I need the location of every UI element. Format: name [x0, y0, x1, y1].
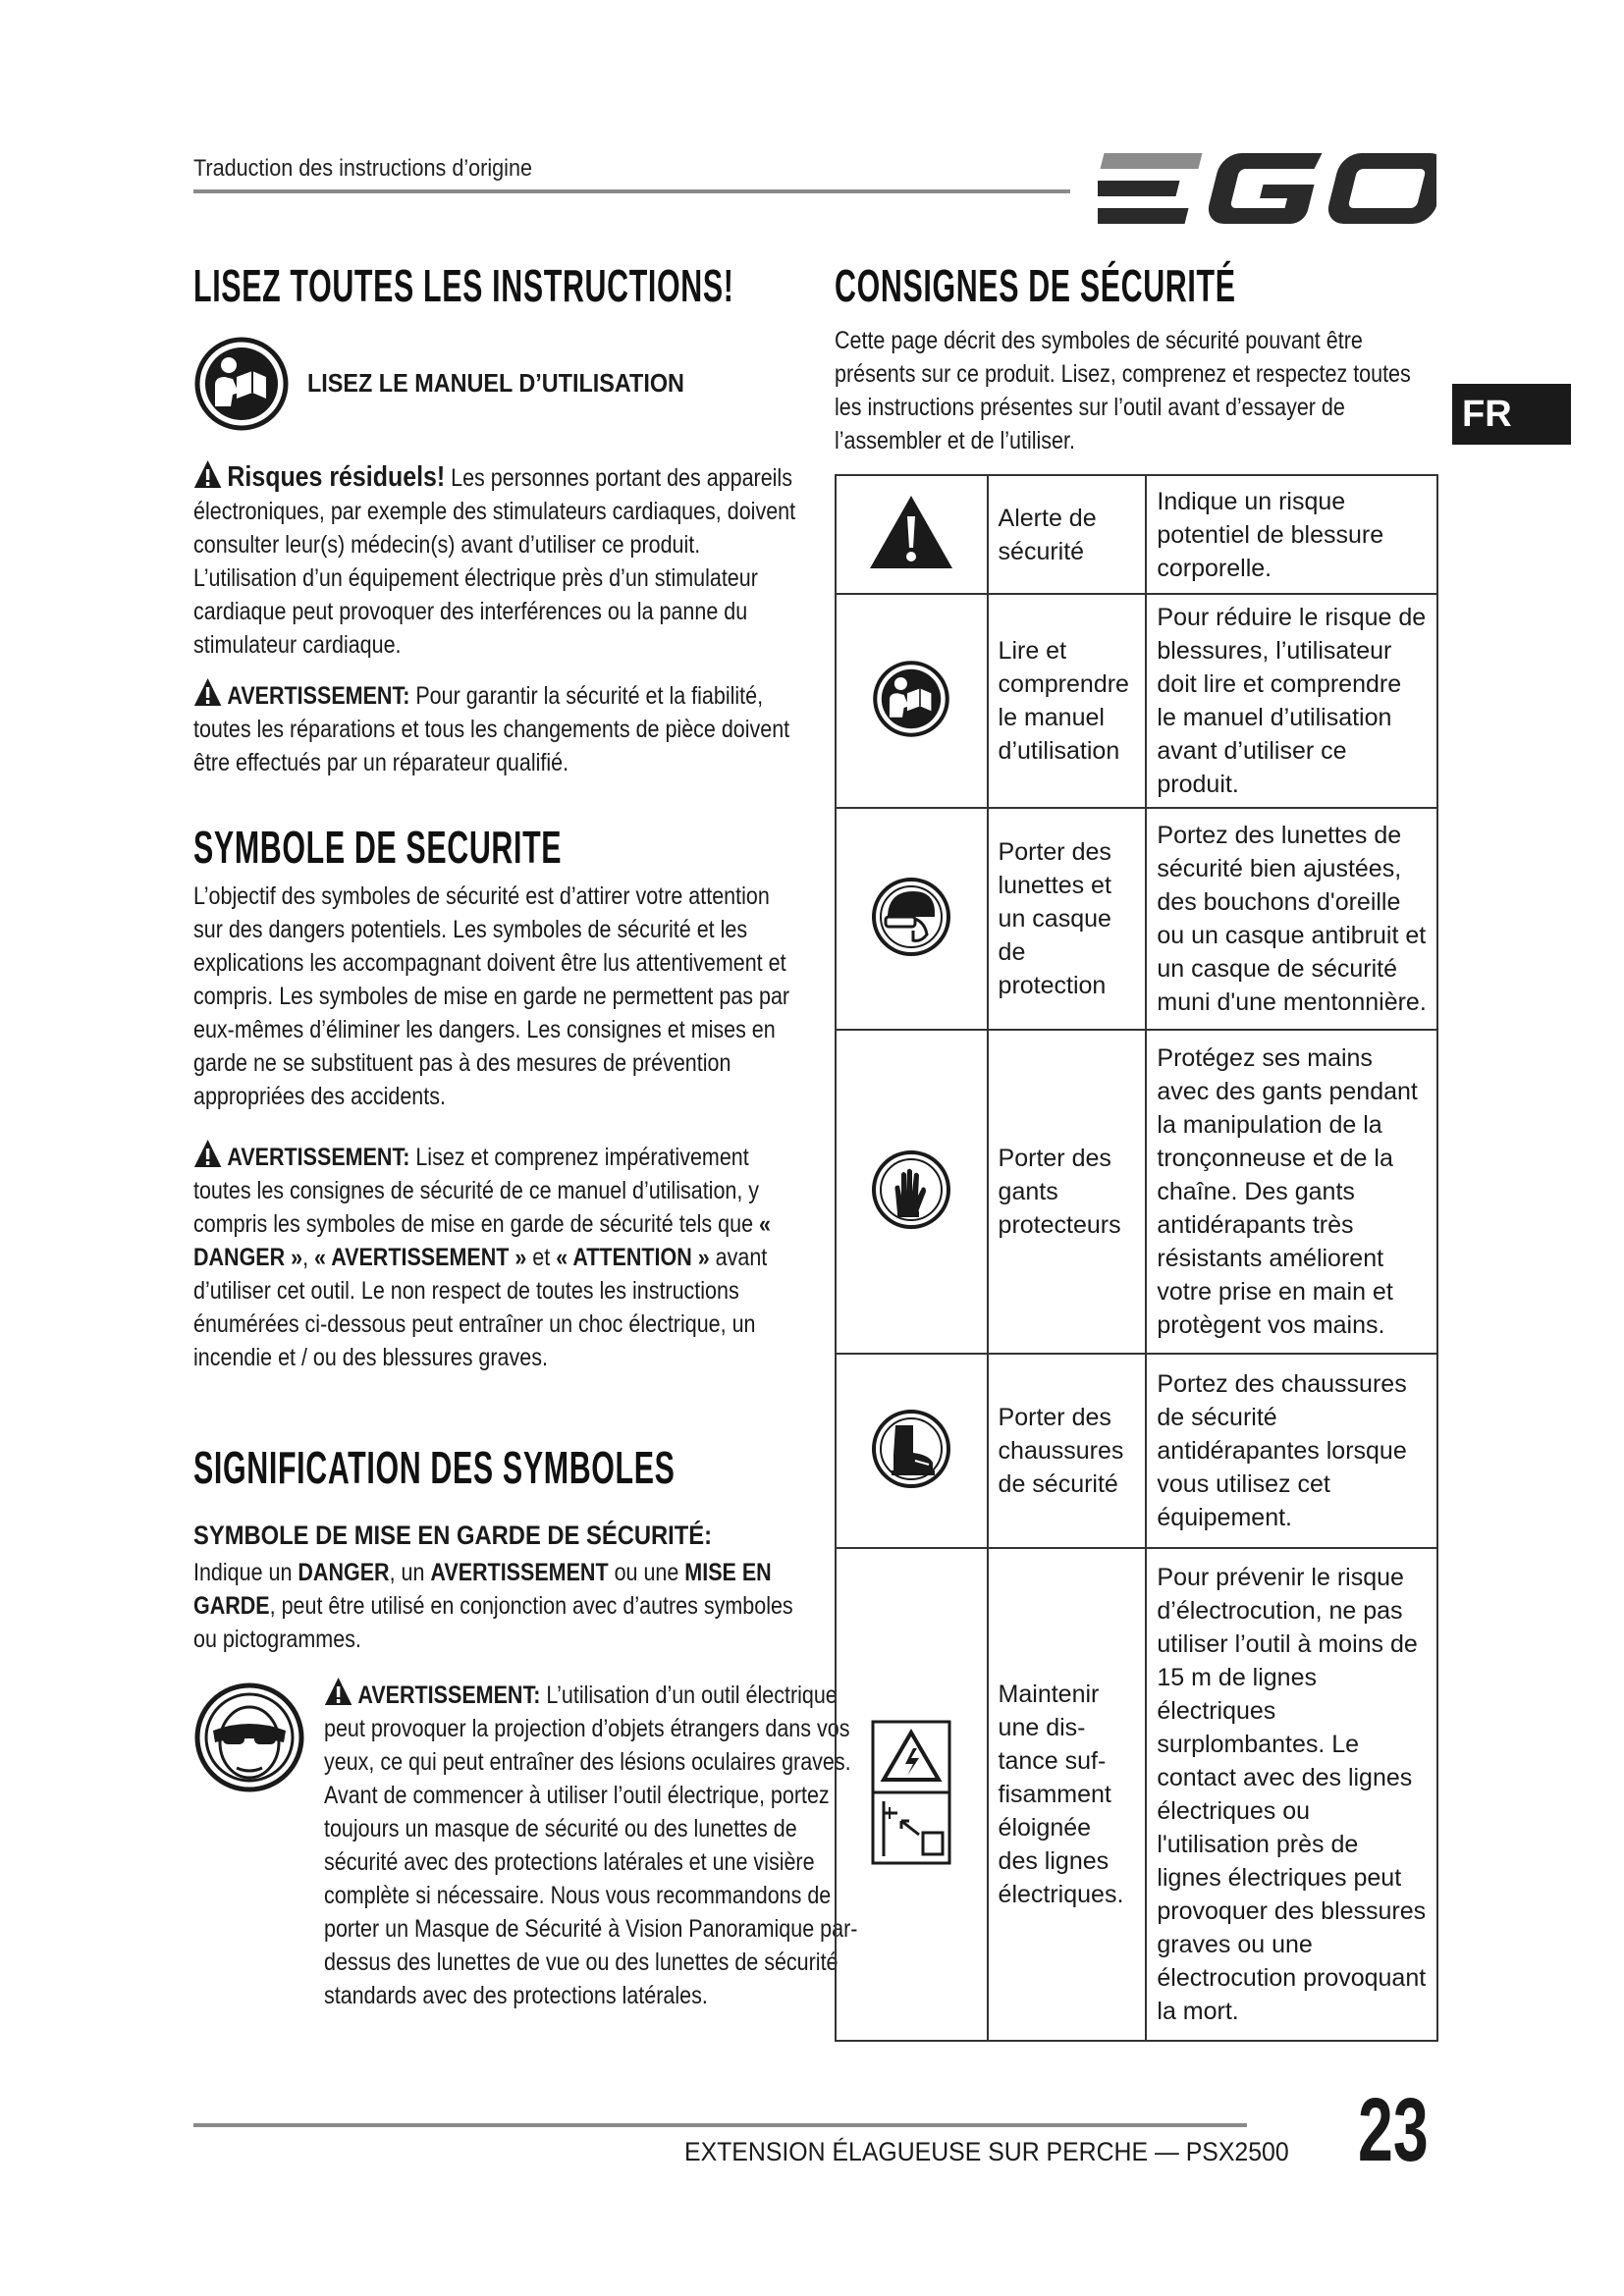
safety-alert-meaning — [193, 1556, 801, 1656]
icon-cell — [836, 1030, 988, 1354]
table-row — [836, 475, 1437, 594]
meaning-text: Indique un — [193, 1559, 298, 1586]
symbol-name: Maintenir une dis-tance suf-fisamment éloignée des lignes électriques. — [998, 1681, 1124, 1908]
safety-alert-subheading: SYMBOLE DE MISE EN GARDE DE SÉCURITÉ: — [193, 1521, 713, 1550]
table-row — [836, 594, 1437, 808]
table-row — [836, 1354, 1437, 1548]
heading-read-all: LISEZ TOUTES LES INSTRUCTIONS! — [193, 260, 734, 311]
safety-symbol-paragraph: L’objectif des symboles de sécurité est d’attirer votre attention sur des dangers potentiels. Les symboles de sécurité et les explications les accompagnant doivent être lus attentivement et compris. Les symboles de mise en garde ne permettent pas par eux-mêmes d’éliminer les dangers. Les consignes et mises en garde ne se substituent pas à des mesures de prévention appropriées des accidents. — [193, 882, 790, 1110]
warning-triangle-icon — [193, 677, 222, 707]
meaning-text: ou une — [608, 1559, 685, 1586]
table-row — [836, 1030, 1437, 1354]
symbol-name: Porter des lunettes et un casque de protection — [998, 838, 1111, 999]
symbol-description: Pour réduire le risque de blessures, l’utilisateur doit lire et comprendre le manuel d’utilisation avant d’utiliser ce produit. — [1157, 604, 1427, 798]
warning-eyes-paragraph — [324, 1677, 873, 2012]
residual-risks-text: Les personnes portant des appareils électroniques, par exemple des stimulateurs cardiaques, doivent consulter leur(s) médecin(s) avant d’utiliser ce produit. L’utilisation d’un équipement électrique près d’un stimulateur cardiaque peut provoquer des interférences ou la panne du stimulateur cardiaque. — [193, 464, 796, 659]
warning-eyes-text: L’utilisation d’un outil électrique peut provoquer la projection d’objets étrangers dans vos yeux, ce qui peut entraîner des lésions oculaires graves. Avant de commencer à utiliser l’outil électrique, portez toujours un masque de sécurité ou des lunettes de sécurité avec des protections latérales et une visière complète si nécessaire. Nous vous recommandons de porter un Masque de Sécurité à Vision Panoramique par-dessus des lunettes de vue ou des lunettes de sécurité standards avec des protections latérales. — [324, 1682, 858, 2009]
safety-mask-icon — [193, 1682, 305, 1793]
warning-label: AVERTISSEMENT: — [227, 682, 410, 710]
heading-safety-symbol: SYMBOLE DE SECURITE — [193, 822, 563, 873]
heading-symbol-meaning: SIGNIFICATION DES SYMBOLES — [193, 1442, 676, 1493]
table-row — [836, 808, 1437, 1030]
header-rule — [193, 189, 1070, 193]
icon-cell — [836, 808, 988, 1030]
icon-cell — [836, 594, 988, 808]
symbol-description: Portez des lunettes de sécurité bien ajustées, des bouchons d'oreille ou un casque antibruit et un casque de sécurité muni d'une mentonnière. — [1157, 822, 1427, 1016]
avertissement-term: AVERTISSEMENT — [430, 1559, 609, 1586]
read-manual-icon — [872, 660, 950, 738]
footer-rule — [193, 2123, 1247, 2127]
warning-label: AVERTISSEMENT: — [227, 1144, 410, 1171]
safety-boot-icon — [870, 1408, 952, 1490]
table-row — [836, 1548, 1437, 2041]
power-line-distance-icon — [870, 1719, 952, 1866]
read-manual-icon — [193, 336, 290, 432]
header-subtitle: Traduction des instructions d’origine — [193, 155, 532, 182]
residual-risks-paragraph — [193, 459, 801, 662]
heading-safety-instructions: CONSIGNES DE SÉCURITÉ — [835, 260, 1236, 311]
meaning-text-end: , peut être utilisé en conjonction avec d’autres symboles ou pictogrammes. — [193, 1592, 793, 1653]
symbol-description: Protégez ses mains avec des gants pendant la manipulation de la tronçonneuse et de la chaîne. Des gants antidérapants très résistants améliorent votre prise en main et protègent vos mains. — [1157, 1044, 1418, 1339]
warning-instructions-paragraph — [193, 1139, 801, 1374]
danger-term: DANGER — [298, 1559, 390, 1586]
helmet-goggles-icon — [870, 876, 952, 958]
warning-triangle-icon — [193, 459, 222, 489]
gloves-icon — [870, 1148, 952, 1231]
symbol-name: Porter des gants protecteurs — [998, 1145, 1121, 1239]
icon-cell — [836, 1548, 988, 2041]
symbol-description: Pour prévenir le risque d’électrocution, ne pas utiliser l’outil à moins de 15 m de lignes électriques surplombantes. Le contact avec des lignes électriques ou l'utilisation près de lignes électriques peut provoquer des blessures graves ou une électrocution provoquant la mort. — [1157, 1564, 1427, 2025]
icon-cell — [836, 475, 988, 594]
symbol-name: Alerte de sécurité — [998, 504, 1097, 565]
symbol-name: Lire et comprendre le manuel d’utilisation — [998, 637, 1129, 765]
read-manual-label: LISEZ LE MANUEL D’UTILISATION — [307, 368, 684, 398]
warning-label: AVERTISSEMENT: — [357, 1682, 541, 1709]
punct: , — [302, 1244, 309, 1271]
warning-instructions-text: Lisez et comprenez impérativement toutes les consignes de sécurité de ce manuel d’utilisation, y compris les symboles de mise en garde de sécurité tels que — [193, 1144, 760, 1238]
warning-repairs-text: Pour garantir la sécurité et la fiabilité, toutes les réparations et tous les changements de pièce doivent être effectués par un réparateur qualifié. — [193, 682, 790, 776]
attention-term: « ATTENTION » — [556, 1244, 710, 1271]
connector-text: et — [526, 1244, 557, 1271]
avertissement-term: « AVERTISSEMENT » — [314, 1244, 527, 1271]
warning-repairs-paragraph — [193, 677, 801, 779]
language-tab: FR — [1452, 384, 1571, 445]
mise-en-garde-term: MISE EN GARDE — [193, 1559, 772, 1620]
residual-risks-title: Risques résiduels! — [227, 461, 446, 493]
symbol-description: Indique un risque potentiel de blessure corporelle. — [1157, 487, 1384, 582]
footer-product-title: EXTENSION ÉLAGUEUSE SUR PERCHE — PSX2500 — [684, 2137, 1289, 2166]
icon-cell — [836, 1354, 988, 1548]
symbol-description: Portez des chaussures de sécurité antidérapantes lorsque vous utilisez cet équipement. — [1157, 1370, 1407, 1531]
warning-triangle-icon — [867, 493, 955, 571]
safety-intro: Cette page décrit des symboles de sécurité pouvant être présents sur ce produit. Lisez, comprenez et respectez toutes les instructions présentes sur l’outil avant d’essayer de l’assembler et de l’utiliser. — [835, 327, 1411, 454]
warning-instructions-text-end: avant d’utiliser cet outil. Le non respect de toutes les instructions énumérées ci-dessous peut entraîner un choc électrique, un incendie et / ou des blessures graves. — [193, 1244, 768, 1371]
danger-term: « DANGER » — [193, 1210, 771, 1271]
ego-logo — [1098, 147, 1436, 232]
meaning-text: , un — [389, 1559, 431, 1586]
symbol-name: Porter des chaussures de sécurité — [998, 1404, 1124, 1498]
warning-triangle-icon — [324, 1677, 352, 1706]
safety-symbols-table — [835, 474, 1438, 2042]
warning-triangle-icon — [193, 1139, 222, 1168]
page-number: 23 — [1358, 2080, 1429, 2180]
